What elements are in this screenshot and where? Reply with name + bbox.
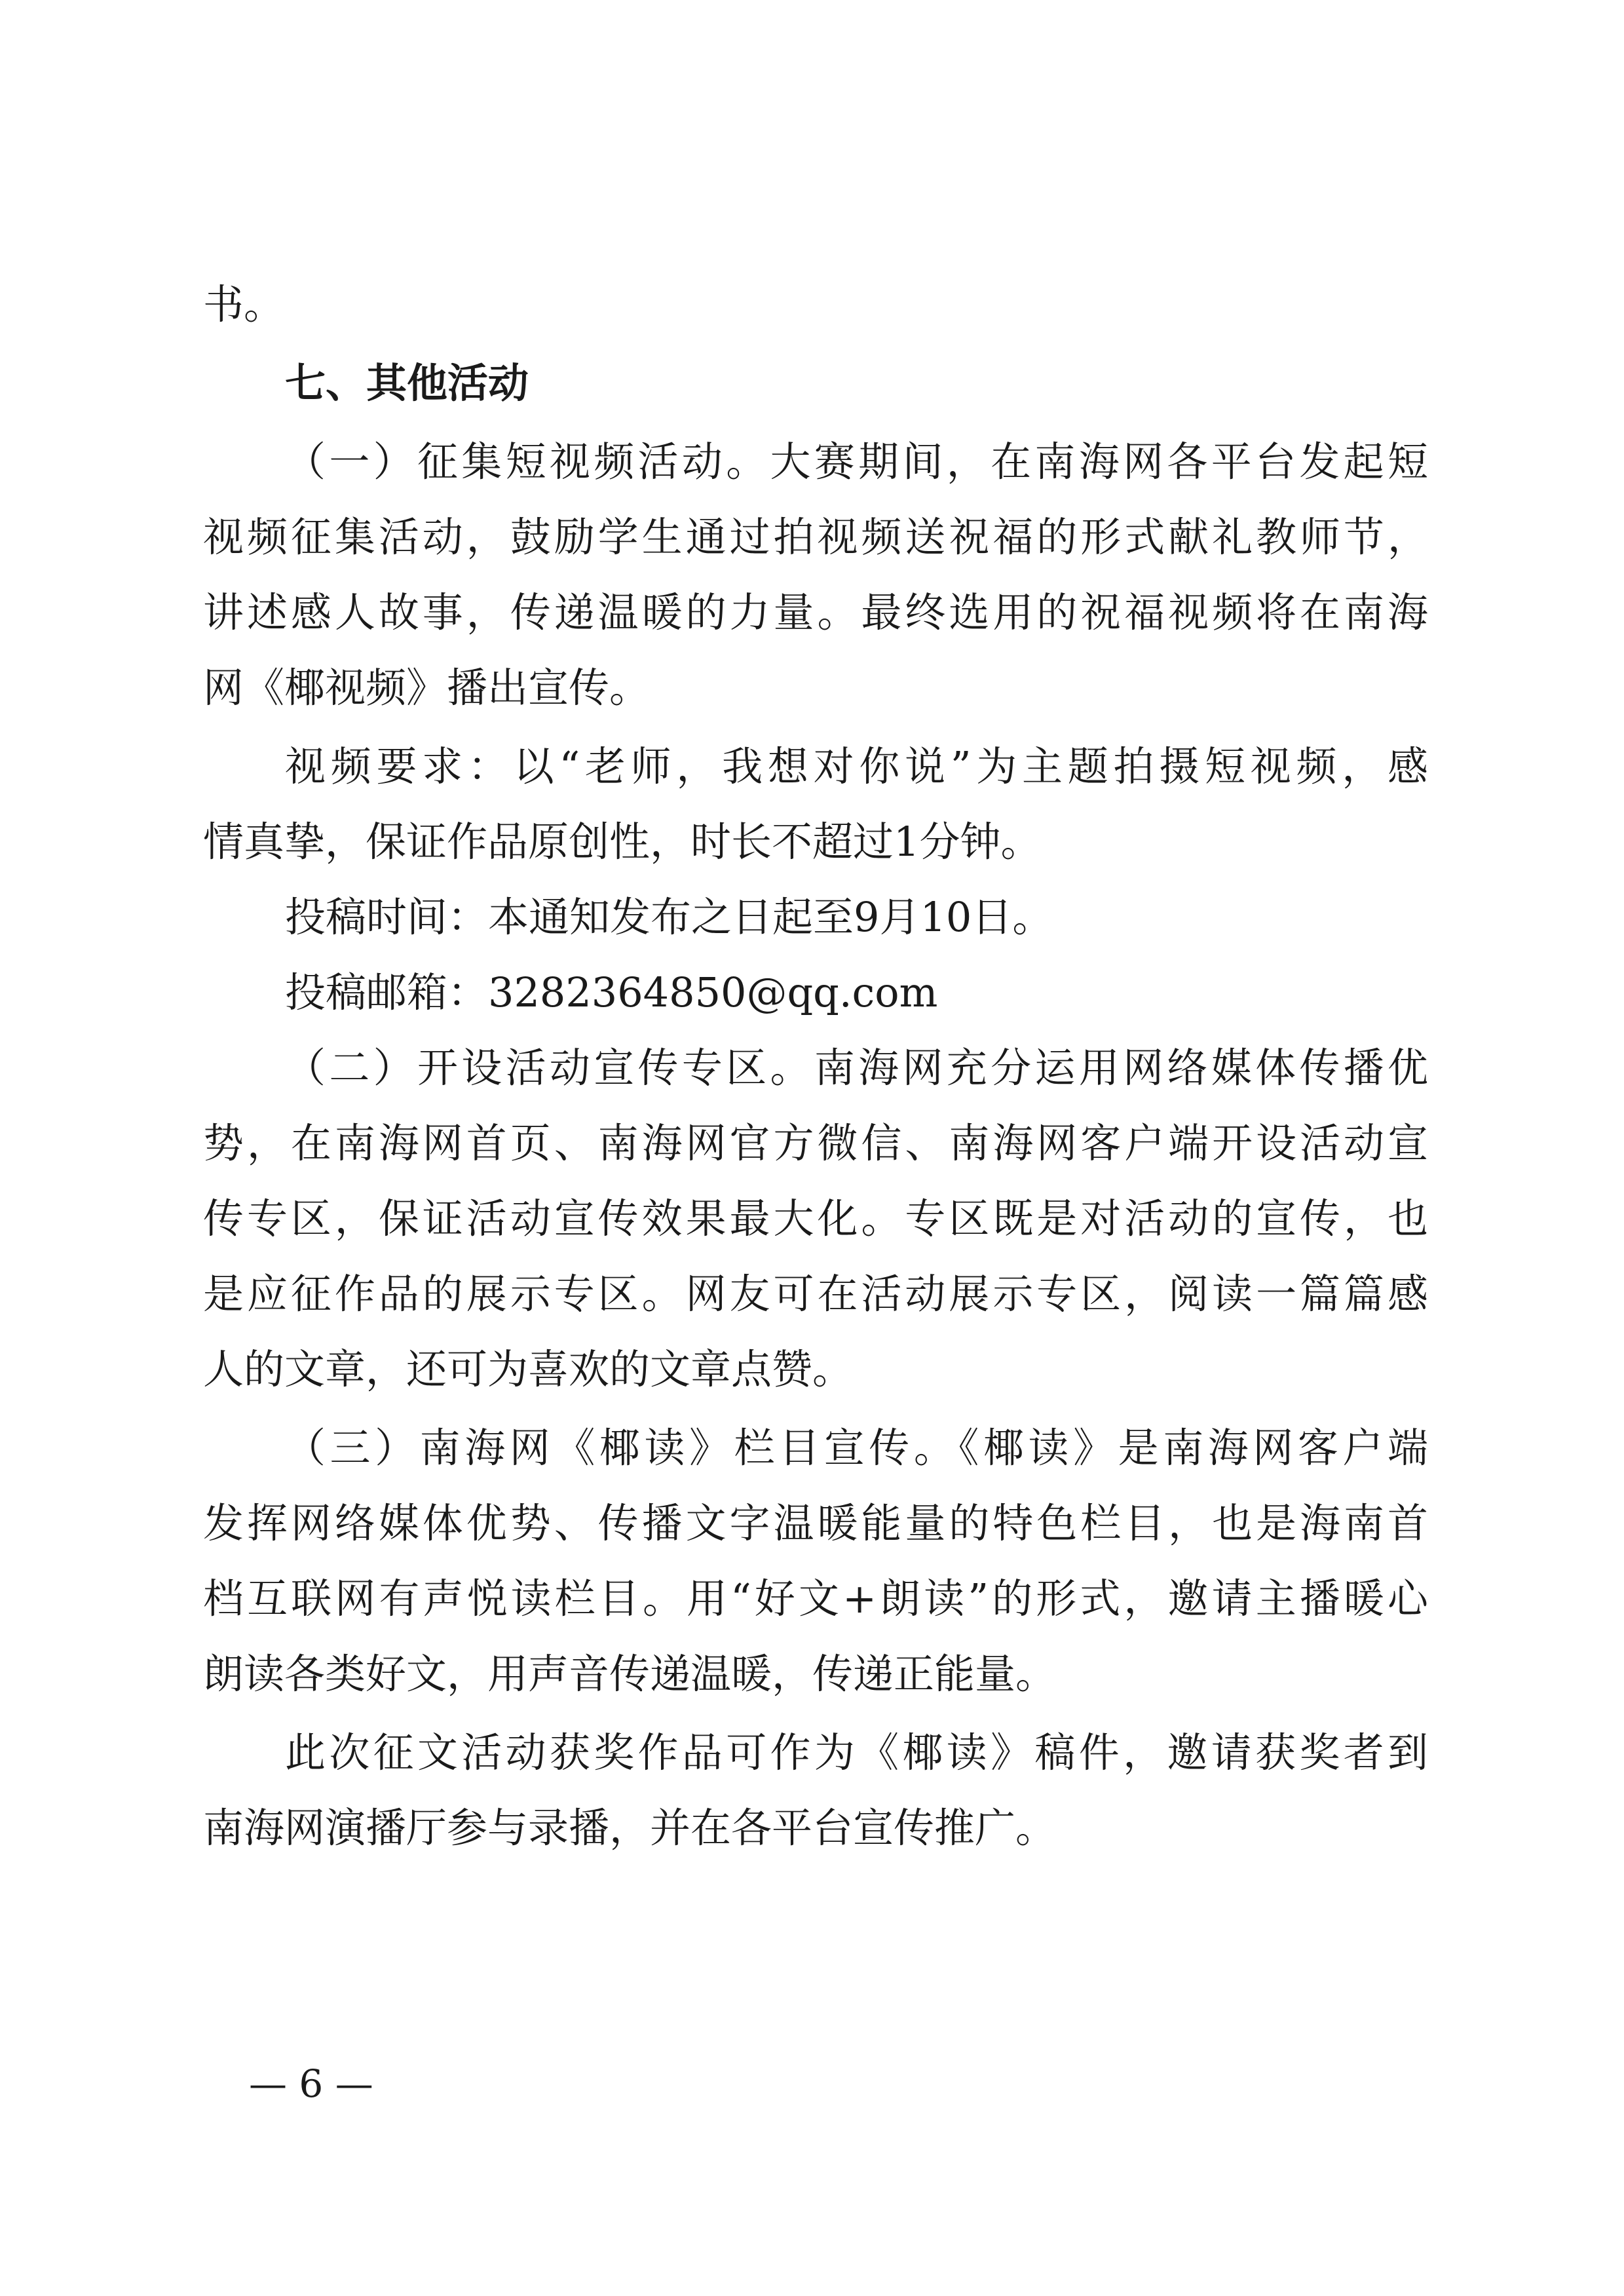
paragraph-line: 投稿时间：本通知发布之日起至9月10日。 [285, 893, 1053, 941]
paragraph-line: 发挥网络媒体优势、传播文字温暖能量的特色栏目，也是海南首 [203, 1499, 1428, 1547]
paragraph-line: 网《椰视频》播出宣传。 [203, 664, 651, 712]
text-line: 书。 [203, 280, 285, 328]
paragraph-line: 档互联网有声悦读栏目。用“好文+朗读”的形式，邀请主播暖心 [203, 1575, 1428, 1622]
page-number: — 6 — [249, 2061, 373, 2106]
paragraph-line: （三）南海网《椰读》栏目宣传。《椰读》是南海网客户端 [285, 1424, 1428, 1472]
paragraph-line: 势，在南海网首页、南海网官方微信、南海网客户端开设活动宣 [203, 1119, 1428, 1167]
section-heading: 七、其他活动 [285, 359, 529, 407]
paragraph-line: 南海网演播厅参与录播，并在各平台宣传推广。 [203, 1804, 1057, 1852]
email-line: 投稿邮箱：3282364850@qq.com [285, 968, 938, 1016]
paragraph-line: 是应征作品的展示专区。网友可在活动展示专区，阅读一篇篇感 [203, 1270, 1428, 1318]
paragraph-line: 视频征集活动，鼓励学生通过拍视频送祝福的形式献礼教师节， [203, 513, 1428, 561]
paragraph-line: 情真挚，保证作品原创性，时长不超过1分钟。 [203, 818, 1042, 866]
paragraph-line: 讲述感人故事，传递温暖的力量。最终选用的祝福视频将在南海 [203, 588, 1428, 636]
paragraph-line: （一）征集短视频活动。大赛期间，在南海网各平台发起短 [285, 438, 1428, 486]
paragraph-line: （二）开设活动宣传专区。南海网充分运用网络媒体传播优 [285, 1044, 1428, 1092]
paragraph-line: 传专区，保证活动宣传效果最大化。专区既是对活动的宣传，也 [203, 1195, 1428, 1242]
paragraph-line: 视频要求：以“老师，我想对你说”为主题拍摄短视频，感 [285, 742, 1428, 790]
paragraph-line: 朗读各类好文，用声音传递温暖，传递正能量。 [203, 1650, 1057, 1698]
paragraph-line: 人的文章，还可为喜欢的文章点赞。 [203, 1345, 854, 1393]
paragraph-line: 此次征文活动获奖作品可作为《椰读》稿件，邀请获奖者到 [285, 1729, 1428, 1776]
